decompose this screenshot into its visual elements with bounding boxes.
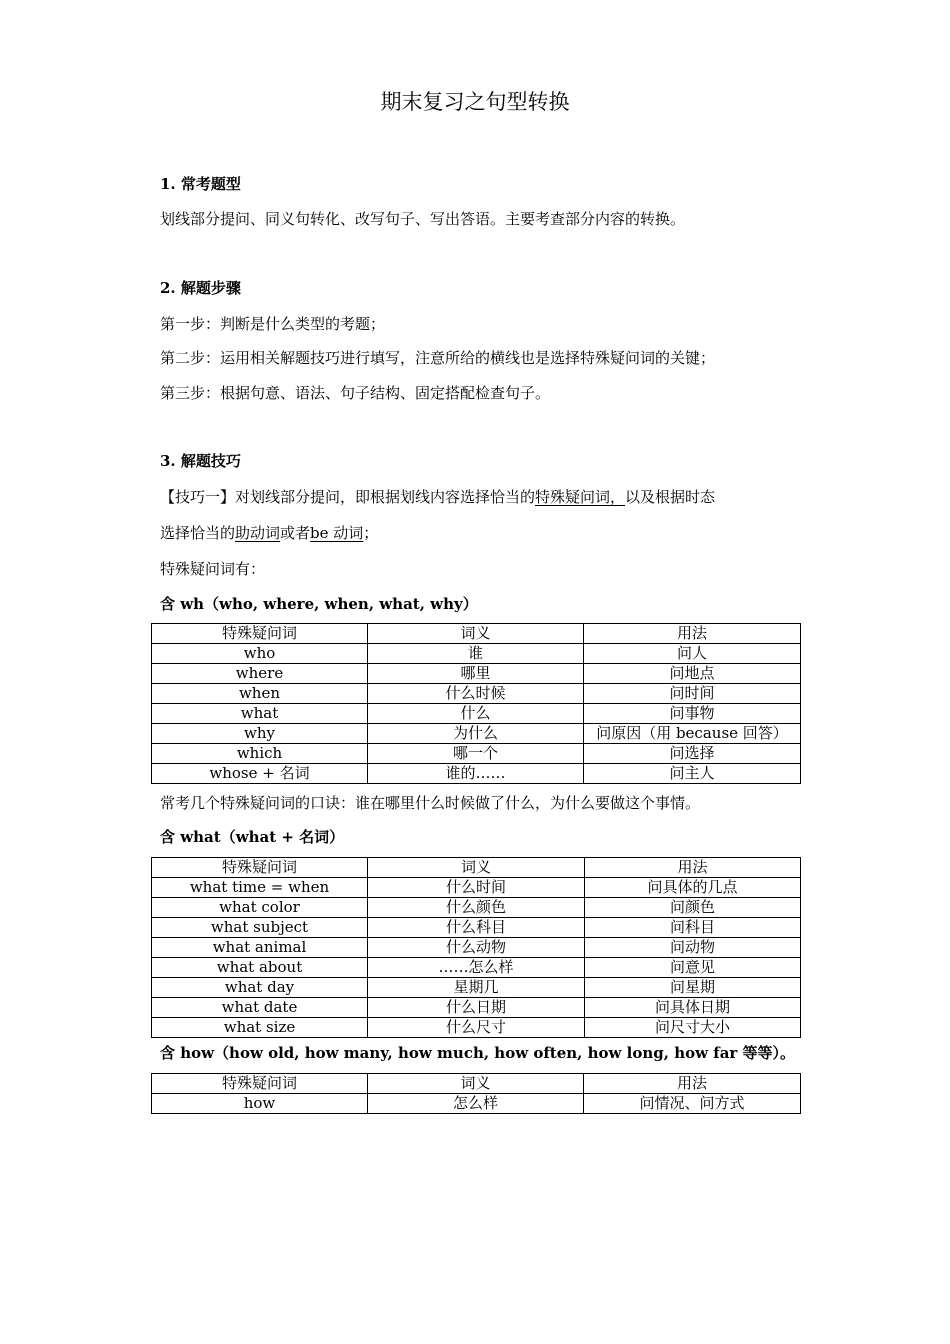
table-cell: 什么颜色 — [368, 898, 585, 918]
header-cell: 词义 — [368, 624, 584, 644]
table-row — [152, 744, 801, 764]
table-cell: 问选择 — [584, 744, 801, 764]
tip-1-text-e: ； — [363, 524, 379, 542]
section-3-heading: 3. 解题技巧 — [160, 452, 241, 470]
table-cell: 谁的…… — [368, 764, 584, 784]
table-cell: 什么 — [368, 704, 584, 724]
table-row — [152, 704, 801, 724]
header-cell: 特殊疑问词 — [152, 624, 368, 644]
table-cell: what date — [152, 998, 368, 1018]
table-cell: how — [152, 1094, 368, 1114]
table-row — [152, 1094, 801, 1114]
table-cell: 谁 — [368, 644, 584, 664]
table-header-row — [152, 1074, 801, 1094]
table-cell: 什么时候 — [368, 684, 584, 704]
table-cell: why — [152, 724, 368, 744]
table-row — [152, 938, 801, 958]
table-row — [152, 898, 801, 918]
header-cell: 词义 — [368, 1074, 584, 1094]
table-how-heading: 含 how（how old, how many, how much, how often, how long, how far 等等）。 — [160, 1044, 796, 1062]
mnemonic-note: 常考几个特殊疑问词的口诀：谁在哪里什么时候做了什么，为什么要做这个事情。 — [160, 794, 701, 812]
step-1: 第一步：判断是什么类型的考题； — [160, 315, 386, 333]
table-cell: 问地点 — [584, 664, 801, 684]
table-cell: 问动物 — [585, 938, 801, 958]
tip-1-line-2 — [160, 522, 378, 543]
table-row — [152, 998, 801, 1018]
table-what-heading: 含 what（what + 名词） — [160, 828, 345, 846]
tip-1-underlined-word: 特殊疑问词， — [535, 488, 626, 506]
table-cell: what size — [152, 1018, 368, 1038]
table-wh-heading: 含 wh（who, where, when, what, why） — [160, 595, 478, 613]
table-cell: 星期几 — [368, 978, 585, 998]
header-cell: 特殊疑问词 — [152, 1074, 368, 1094]
table-header-row — [152, 858, 801, 878]
table-row — [152, 764, 801, 784]
table-row — [152, 1018, 801, 1038]
section-2-heading: 2. 解题步骤 — [160, 279, 241, 297]
table-row — [152, 724, 801, 744]
table-header-row — [152, 624, 801, 644]
table-cell: which — [152, 744, 368, 764]
table-cell: 问事物 — [584, 704, 801, 724]
table-cell: 问颜色 — [585, 898, 801, 918]
table-cell: who — [152, 644, 368, 664]
table-how — [151, 1073, 801, 1114]
table-cell: 问科目 — [585, 918, 801, 938]
table-cell: 哪一个 — [368, 744, 584, 764]
tip-1-line-1 — [160, 486, 715, 507]
table-cell: 什么尺寸 — [368, 1018, 585, 1038]
table-cell: 问情况、问方式 — [584, 1094, 801, 1114]
table-cell: what subject — [152, 918, 368, 938]
tip-1-text-c: 选择恰当的 — [160, 524, 236, 542]
header-cell: 用法 — [584, 624, 801, 644]
table-cell: 问原因（用 because 回答） — [584, 724, 801, 744]
table-row — [152, 878, 801, 898]
table-cell: what about — [152, 958, 368, 978]
header-cell: 词义 — [368, 858, 585, 878]
table-cell: 问主人 — [584, 764, 801, 784]
header-cell: 特殊疑问词 — [152, 858, 368, 878]
table-cell: what animal — [152, 938, 368, 958]
table-cell: 什么日期 — [368, 998, 585, 1018]
table-wh — [151, 623, 801, 784]
step-2: 第二步：运用相关解题技巧进行填写，注意所给的横线也是选择特殊疑问词的关键； — [160, 349, 716, 367]
table-cell: what time = when — [152, 878, 368, 898]
table-row — [152, 644, 801, 664]
page-title: 期末复习之句型转换 — [380, 90, 570, 114]
header-cell: 用法 — [584, 1074, 801, 1094]
step-3: 第三步：根据句意、语法、句子结构、固定搭配检查句子。 — [160, 384, 551, 402]
header-cell: 用法 — [585, 858, 801, 878]
table-cell: 问意见 — [585, 958, 801, 978]
table-cell: whose + 名词 — [152, 764, 368, 784]
section-1-heading: 1. 常考题型 — [160, 175, 241, 193]
table-row — [152, 978, 801, 998]
wh-words-intro: 特殊疑问词有： — [160, 560, 266, 578]
table-cell: 什么科目 — [368, 918, 585, 938]
table-cell: what — [152, 704, 368, 724]
tip-1-be-verb: be 动词 — [310, 524, 364, 542]
table-cell: 问时间 — [584, 684, 801, 704]
table-cell: 为什么 — [368, 724, 584, 744]
table-cell: 问星期 — [585, 978, 801, 998]
table-cell: 问具体的几点 — [585, 878, 801, 898]
table-cell: what day — [152, 978, 368, 998]
table-cell: when — [152, 684, 368, 704]
table-row — [152, 958, 801, 978]
table-cell: 问具体日期 — [585, 998, 801, 1018]
table-cell: 什么时间 — [368, 878, 585, 898]
table-row — [152, 684, 801, 704]
table-cell: where — [152, 664, 368, 684]
table-cell: 怎么样 — [368, 1094, 584, 1114]
tip-1-text-a: 【技巧一】对划线部分提问，即根据划线内容选择恰当的 — [160, 488, 536, 506]
table-cell: 问尺寸大小 — [585, 1018, 801, 1038]
tip-1-auxiliary-verb: 助动词 — [235, 524, 281, 542]
table-cell: ……怎么样 — [368, 958, 585, 978]
table-cell: what color — [152, 898, 368, 918]
tip-1-text-b: 以及根据时态 — [625, 488, 716, 506]
table-row — [152, 918, 801, 938]
table-cell: 问人 — [584, 644, 801, 664]
table-cell: 什么动物 — [368, 938, 585, 958]
table-row — [152, 664, 801, 684]
table-what — [151, 857, 801, 1038]
tip-1-text-d: 或者 — [280, 524, 311, 542]
table-cell: 哪里 — [368, 664, 584, 684]
section-1-text: 划线部分提问、同义句转化、改写句子、写出答语。主要考查部分内容的转换。 — [160, 210, 686, 228]
